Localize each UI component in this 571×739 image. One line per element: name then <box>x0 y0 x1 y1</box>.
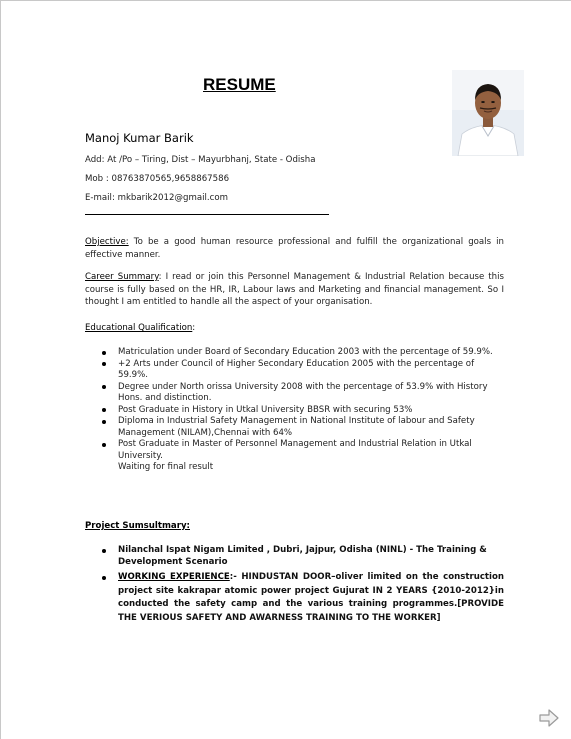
working-experience-text: :- HINDUSTAN DOOR–oliver limited on the construction project site kakrapar atomic power project Gujurat IN 2 YEARS {2010-2012}in conducted the safety camp and the various training programmes.[PROVIDE THE VERIOUS SAFETY AND AWARNESS TRAINING TO THE WORKER] <box>118 572 504 623</box>
page-top-edge <box>0 0 571 1</box>
next-page-arrow-icon[interactable] <box>538 708 560 728</box>
education-heading-suffix: : <box>192 323 196 333</box>
email-line: E-mail: mkbarik2012@gmail.com <box>85 193 228 203</box>
bullet-icon <box>102 351 106 355</box>
education-extra-line: Waiting for final result <box>118 462 214 472</box>
education-heading-label: Educational Qualification <box>85 323 193 333</box>
objective-paragraph <box>85 236 504 261</box>
divider-line <box>85 214 329 215</box>
objective-text: To be a good human resource professional and fulfill the organizational goals in effective manner. <box>85 237 504 260</box>
address-line: Add: At /Po – Tiring, Dist – Mayurbhanj, State - Odisha <box>85 155 316 165</box>
list-item: Matriculation under Board of Secondary Education 2003 with the percentage of 59.9%. <box>100 347 504 359</box>
education-list <box>100 347 504 474</box>
list-item: Post Graduate in Master of Personnel Management and Industrial Relation in Utkal University. Waiting for final result <box>100 439 504 474</box>
candidate-name: Manoj Kumar Barik <box>85 131 194 145</box>
bullet-icon <box>102 420 106 424</box>
bullet-icon <box>102 362 106 366</box>
profile-photo <box>452 70 524 156</box>
bullet-icon <box>102 549 106 553</box>
list-item: Nilanchal Ispat Nigam Limited , Dubri, Jajpur, Odisha (NINL) - The Training & Development Scenario <box>100 545 504 568</box>
working-experience-label: WORKING EXPERIENCE <box>118 572 230 582</box>
page-left-edge <box>0 0 1 739</box>
career-summary-text: : I read or join this Personnel Management & Industrial Relation because this course is fully based on the HR, IR, Labour laws and Marketing and financial management. So I thought I am entitled to handle all the aspect of your organisation. <box>85 272 504 307</box>
education-heading <box>85 323 195 333</box>
list-item: +2 Arts under Council of Higher Secondary Education 2005 with the percentage of 59.9%. <box>100 359 504 382</box>
list-item <box>100 571 504 625</box>
profile-photo-image <box>452 70 524 156</box>
project-heading-label: Project Sumsultmary: <box>85 521 190 531</box>
objective-label: Objective: <box>85 237 129 247</box>
project-heading <box>85 521 190 531</box>
bullet-icon <box>102 385 106 389</box>
bullet-icon <box>102 443 106 447</box>
resume-title: RESUME <box>203 75 276 94</box>
bullet-icon <box>102 408 106 412</box>
list-item: Diploma in Industrial Safety Management in National Institute of labour and Safety Management (NILAM),Chennai with 64% <box>100 416 504 439</box>
career-summary-paragraph <box>85 271 504 309</box>
career-summary-label: Career Summary <box>85 272 159 282</box>
project-list <box>100 545 504 625</box>
mobile-line: Mob : 08763870565,9658867586 <box>85 174 230 184</box>
bullet-icon <box>102 576 106 580</box>
list-item: Degree under North orissa University 2008 with the percentage of 53.9% with History Hons. and distinction. <box>100 382 504 405</box>
list-item: Post Graduate in History in Utkal University BBSR with securing 53% <box>100 405 504 417</box>
